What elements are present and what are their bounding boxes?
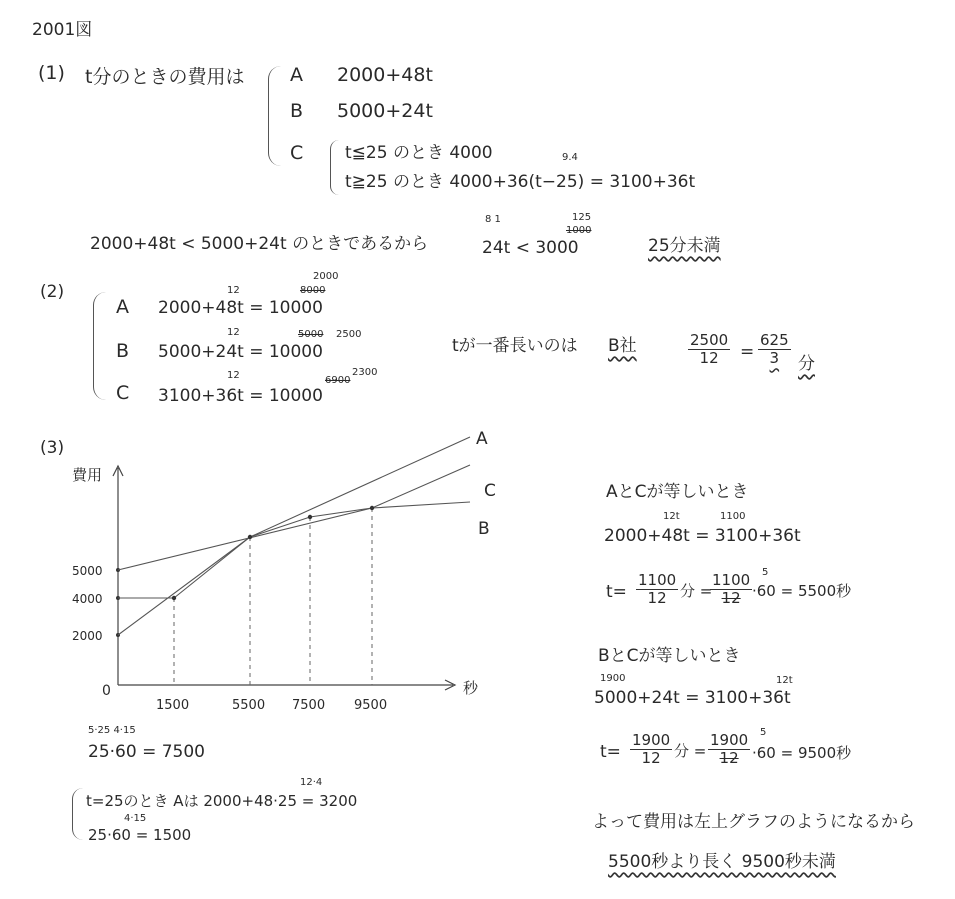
q2-row-c-label: C bbox=[116, 382, 130, 404]
bc-frac2-num: 1900 bbox=[710, 731, 749, 749]
bc-small3: 5 bbox=[760, 727, 767, 738]
bc-eq: 5000+24t = 3100+36t bbox=[594, 688, 791, 708]
q2-answer-fraction bbox=[758, 332, 791, 366]
calc3: 25·60 = 1500 bbox=[88, 826, 192, 844]
origin-label: 0 bbox=[102, 683, 111, 699]
ac-fraction bbox=[636, 572, 678, 606]
q1-compare: 2000+48t < 5000+24t のときであるから bbox=[90, 234, 429, 254]
q1-intro: t分のときの費用は bbox=[85, 66, 245, 88]
ac-small1: 12t bbox=[663, 511, 680, 522]
y-axis-label: 費用 bbox=[72, 466, 103, 484]
bc-small1: 1900 bbox=[600, 673, 626, 684]
bc-frac2-den: 12 bbox=[719, 748, 739, 767]
bc-mult: ·60 = 9500秒 bbox=[752, 744, 852, 762]
bc-small2: 12t bbox=[776, 675, 793, 686]
bc-frac-den: 12 bbox=[641, 748, 661, 767]
q2-frac-num: 2500 bbox=[690, 331, 729, 349]
q2-row-a-label: A bbox=[116, 296, 129, 318]
x-tick-label: 9500 bbox=[354, 698, 388, 713]
bc-frac-num: 1900 bbox=[632, 731, 671, 749]
intersection-dot bbox=[370, 506, 374, 510]
q1-plan-c-label: C bbox=[290, 142, 304, 164]
bc-fraction bbox=[630, 732, 672, 766]
ac-unit: 分 = bbox=[680, 582, 713, 600]
q3-conclusion: よって費用は左上グラフのようになるから bbox=[592, 812, 915, 832]
q1-plan-c-note: 9.4 bbox=[562, 152, 578, 163]
ac-title: AとCが等しいとき bbox=[606, 482, 749, 502]
bc-t: t= bbox=[600, 742, 621, 762]
series-line-a bbox=[118, 437, 470, 635]
q2-ans-unit: 分 bbox=[798, 354, 815, 374]
q2-row-b-label: B bbox=[116, 340, 130, 362]
q1-plan-b-label: B bbox=[290, 100, 304, 122]
bc-unit: 分 = bbox=[674, 742, 707, 760]
q2-row-c-small-right2: 2300 bbox=[352, 367, 378, 378]
page-title: 2001図 bbox=[32, 20, 93, 40]
q2-row-b-expr: 5000+24t = 10000 bbox=[158, 342, 323, 362]
q2-eq: = bbox=[740, 342, 755, 362]
series-line-b bbox=[118, 502, 470, 570]
ac-frac2-den: 12 bbox=[721, 588, 741, 607]
calc2-small: 12·4 bbox=[300, 777, 323, 788]
q2-row-c-small-right: 6900 bbox=[325, 375, 351, 386]
q2-ans-den: 3 bbox=[769, 348, 780, 367]
calc1-small: 5·25 4·15 bbox=[88, 725, 136, 736]
q2-row-b-small-right2: 2500 bbox=[336, 329, 362, 340]
calc1: 25·60 = 7500 bbox=[88, 742, 205, 762]
q2-longest-text: tが一番長いのは bbox=[452, 336, 578, 356]
ac-fraction2 bbox=[710, 572, 752, 606]
line-label-b: B bbox=[478, 519, 490, 539]
q2-row-a-small-right: 8000 bbox=[300, 285, 326, 296]
q2-row-c-expr: 3100+36t = 10000 bbox=[158, 386, 323, 406]
ac-small2: 1100 bbox=[720, 511, 746, 522]
x-tick-label: 5500 bbox=[232, 698, 266, 713]
ac-small3: 5 bbox=[762, 567, 769, 578]
y-tick-label: 2000 bbox=[72, 629, 103, 643]
q1-plan-b-expr: 5000+24t bbox=[337, 100, 433, 122]
q2-number: (2) bbox=[40, 282, 65, 302]
calc2: t=25のとき Aは 2000+48·25 = 3200 bbox=[86, 792, 358, 810]
intersection-dot bbox=[248, 535, 252, 539]
q2-ans-num: 625 bbox=[760, 331, 789, 349]
q2-frac-den: 12 bbox=[699, 348, 719, 367]
series-line-c bbox=[118, 465, 470, 598]
q1-plan-a-expr: 2000+48t bbox=[337, 64, 433, 86]
q2-longest-company: B社 bbox=[608, 336, 637, 356]
intersection-dot bbox=[172, 596, 176, 600]
q2-row-a-expr: 2000+48t = 10000 bbox=[158, 298, 323, 318]
q2-row-a-small-right2: 2000 bbox=[313, 271, 339, 282]
line-label-c: C bbox=[484, 481, 496, 501]
ac-eq: 2000+48t = 3100+36t bbox=[604, 526, 801, 546]
line-label-a: A bbox=[476, 430, 488, 449]
q1-c-brace bbox=[330, 140, 339, 195]
x-tick-label: 7500 bbox=[292, 698, 326, 713]
q1-work-small1: 8 1 bbox=[485, 214, 501, 225]
q3-number: (3) bbox=[40, 438, 65, 458]
q1-plan-a-label: A bbox=[290, 64, 303, 86]
ac-t: t= bbox=[606, 582, 627, 602]
y-tick-label: 4000 bbox=[72, 592, 103, 606]
ac-frac-num: 1100 bbox=[638, 571, 677, 589]
q3-answer: 5500秒より長く 9500秒未満 bbox=[608, 852, 836, 872]
intersection-dot bbox=[308, 515, 312, 519]
q2-row-b-small-right: 5000 bbox=[298, 329, 324, 340]
q1-answer: 25分未満 bbox=[648, 236, 721, 256]
q2-row-b-small-top: 12 bbox=[227, 327, 240, 338]
q2-fraction bbox=[688, 332, 730, 366]
q1-work: 24t < 3000 bbox=[482, 238, 579, 258]
q2-row-a-small-top: 12 bbox=[227, 285, 240, 296]
q2-row-c-small-top: 12 bbox=[227, 370, 240, 381]
ac-frac-den: 12 bbox=[647, 588, 667, 607]
x-tick-label: 1500 bbox=[156, 698, 190, 713]
q1-brace bbox=[268, 66, 281, 166]
ac-mult: ·60 = 5500秒 bbox=[752, 582, 852, 600]
y-tick-label: 5000 bbox=[72, 564, 103, 578]
q3-graph bbox=[0, 430, 560, 720]
q1-number: (1) bbox=[38, 62, 65, 84]
q1-work-small3: 1000 bbox=[566, 225, 592, 236]
bc-fraction2 bbox=[708, 732, 750, 766]
bc-title: BとCが等しいとき bbox=[598, 646, 741, 666]
x-axis-label: 秒 bbox=[463, 679, 479, 697]
calc3-small: 4·15 bbox=[124, 813, 147, 824]
q1-plan-c-cond1: t≦25 のとき 4000 bbox=[345, 143, 493, 163]
q2-brace bbox=[93, 292, 106, 400]
q1-work-small2: 125 bbox=[572, 212, 592, 223]
q1-plan-c-cond2: t≧25 のとき 4000+36(t−25) = 3100+36t bbox=[345, 172, 696, 192]
calc-brace bbox=[72, 788, 83, 840]
ac-frac2-num: 1100 bbox=[712, 571, 751, 589]
